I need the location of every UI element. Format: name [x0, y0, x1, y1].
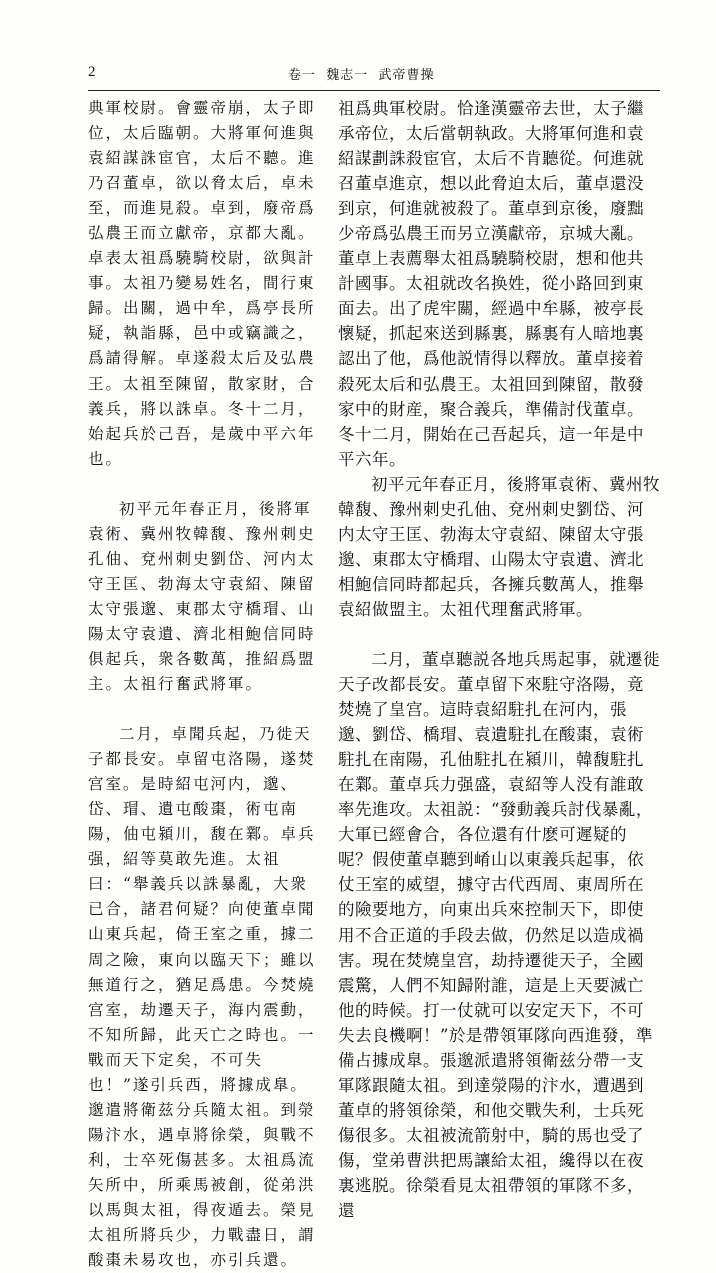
original-paragraph-2: 初平元年春正月，後將軍袁術、冀州牧韓馥、豫州刺史孔伷、兗州刺史劉岱、河内太守王匡、勃海太守袁紹、陳留太守張邈、東郡太守橋瑁、山陽太守袁遺、濟北相鮑信同時俱起兵，衆各數萬，推紹爲盟主。太祖行奮武將軍。: [88, 499, 316, 694]
running-header: [88, 62, 660, 86]
original-paragraph-3: 二月，卓聞兵起，乃徙天子都長安。卓留屯洛陽，遂焚宫室。是時紹屯河内，邈、岱、瑁、遺屯酸棗，術屯南陽，伷屯潁川，馥在鄴。卓兵强，紹等莫敢先進。太祖曰：“舉義兵以誅暴亂，大衆已合，諸君何疑？向使董卓聞山東兵起，倚王室之重，據二周之險，東向以臨天下；雖以無道行之，猶足爲患。今焚燒宫室，劫遷天子，海内震動，不知所歸，此天亡之時也。一戰而天下定矣，不可失也！”遂引兵西，將據成臯。邈遣將衛兹分兵隨太祖。到滎陽汴水，遇卓將徐榮，與戰不利，士卒死傷甚多。太祖爲流矢所中，所乘馬被創，從弟洪以馬與太祖，得夜遁去。榮見太祖所將兵少，力戰盡日，謂酸棗未易攻也，亦引兵還。: [88, 725, 316, 1270]
translation-column: [338, 96, 660, 1223]
running-title: 卷一 魏志一 武帝曹操: [288, 68, 435, 83]
page-number: 2: [88, 64, 96, 80]
translation-paragraph-3: 二月，董卓聽説各地兵馬起事，就遷徙天子改都長安。董卓留下來駐守洛陽，竟焚燒了皇宫。這時袁紹駐扎在河内，張邈、劉岱、橋瑁、袁遺駐扎在酸棗，袁術駐扎在南陽，孔伷駐扎在潁川，韓馥駐扎在鄴。董卓兵力强盛，袁紹等人没有誰敢率先進攻。太祖説：“發動義兵討伐暴亂，大軍已經會合，各位還有什麽可遲疑的呢？假使董卓聽到崤山以東義兵起事，依仗王室的威望，據守古代西周、東周所在的險要地方，向東出兵來控制天下，即使用不合正道的手段去做，仍然足以造成禍害。現在焚燒皇宫，劫持遷徙天子，全國震驚，人們不知歸附誰，這是上天要滅亡他的時候。打一仗就可以安定天下，不可失去良機啊！”於是帶領軍隊向西進發，準備占據成臯。張邈派遣將領衛兹分帶一支軍隊跟隨太祖。到達滎陽的汴水，遭遇到董卓的將領徐榮，和他交戰失利，士兵死傷很多。太祖被流箭射中，騎的馬也受了傷，堂弟曹洪把馬讓給太祖，纔得以在夜裏逃脱。徐榮看見太祖帶領的軍隊不多，還: [338, 649, 660, 1221]
original-paragraph-1: 典軍校尉。會靈帝崩，太子即位，太后臨朝。大將軍何進與袁紹謀誅宦官，太后不聽。進乃召董卓，欲以脅太后，卓未至，而進見殺。卓到，廢帝爲弘農王而立獻帝，京都大亂。卓表太祖爲驍騎校尉，欲與計事。太祖乃變易姓名，間行東歸。出關，過中牟，爲亭長所疑，執詣縣，邑中或竊識之，爲請得解。卓遂殺太后及弘農王。太祖至陳留，散家財，合義兵，將以誅卓。冬十二月，始起兵於己吾，是歲中平六年也。: [88, 99, 316, 468]
header-rule: [88, 90, 660, 91]
translation-paragraph-1: 祖爲典軍校尉。恰逢漢靈帝去世，太子繼承帝位，太后當朝執政。大將軍何進和袁紹謀劃誅殺宦官，太后不肯聽從。何進就召董卓進京，想以此脅迫太后，董卓還没到京，何進就被殺了。董卓到京後，廢黜少帝爲弘農王而另立漢獻帝，京城大亂。董卓上表薦舉太祖爲驍騎校尉，想和他共計國事。太祖就改名换姓，從小路回到東面去。出了虎牢關，經過中牟縣，被亭長懷疑，抓起來送到縣裏，縣裏有人暗地裏認出了他，爲他説情得以釋放。董卓接着殺死太后和弘農王。太祖回到陳留，散發家中的財産，聚合義兵，準備討伐董卓。冬十二月，開始在己吾起兵，這一年是中平六年。: [338, 99, 644, 469]
original-text-column: [88, 96, 320, 1273]
translation-paragraph-2: 初平元年春正月，後將軍袁術、冀州牧韓馥、豫州刺史孔伷、兗州刺史劉岱、河内太守王匡、勃海太守袁紹、陳留太守張邈、東郡太守橋瑁、山陽太守袁遺、濟北相鮑信同時都起兵，各擁兵數萬人，推舉袁紹做盟主。太祖代理奮武將軍。: [338, 474, 660, 619]
